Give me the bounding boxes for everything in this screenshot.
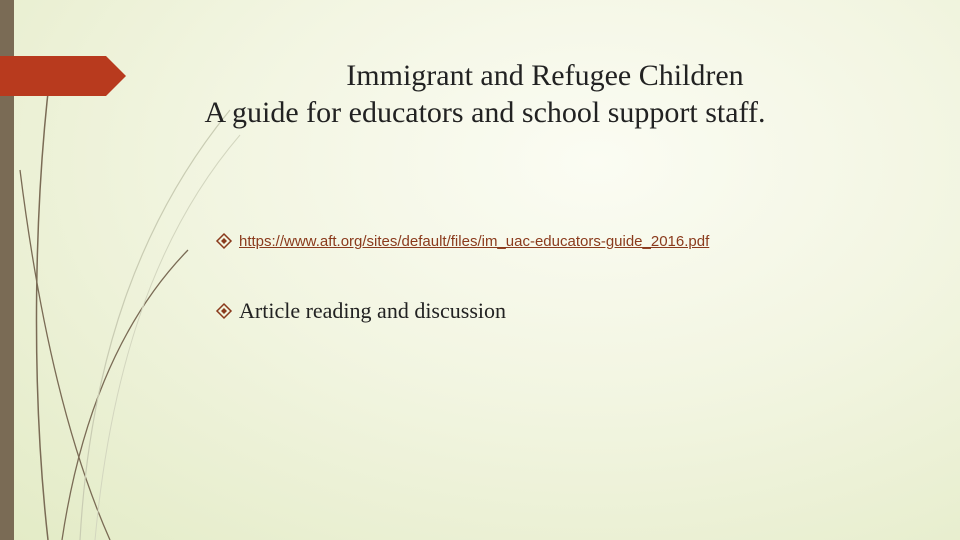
bullet-item-text — [215, 298, 506, 324]
bullet-item-link — [215, 232, 709, 250]
bullet-text: Article reading and discussion — [239, 298, 506, 323]
accent-arrow-tab — [0, 56, 126, 96]
title-line-2: A guide for educators and school support staff. — [204, 95, 766, 129]
diamond-bullet-icon — [215, 232, 233, 250]
title-line-1: Immigrant and Refugee Children — [346, 59, 744, 92]
slide-title — [150, 58, 940, 131]
guide-pdf-link[interactable]: https://www.aft.org/sites/default/files/im_uac-educators-guide_2016.pdf — [239, 232, 710, 250]
diamond-bullet-icon — [215, 302, 233, 320]
